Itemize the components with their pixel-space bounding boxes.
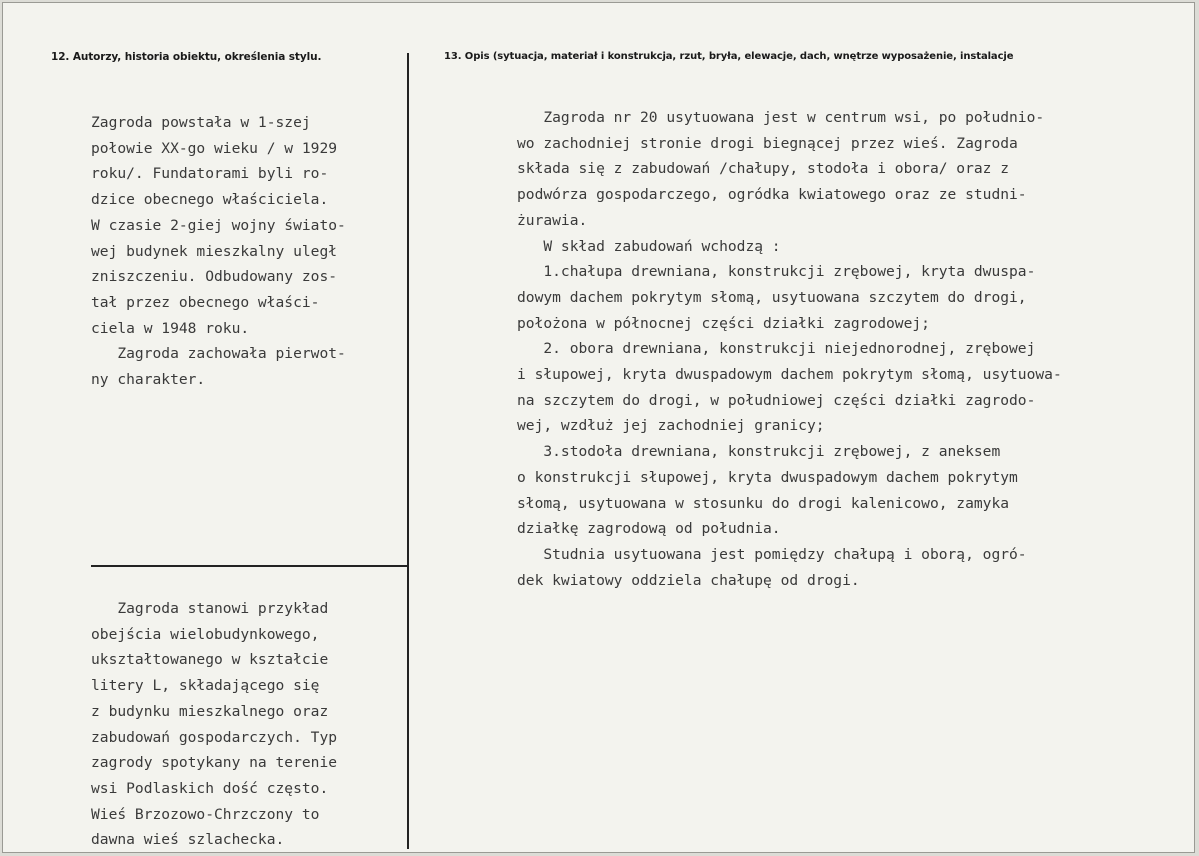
section-12-history-text: Zagroda powstała w 1-szej połowie XX-go wieku / w 1929 roku/. Fundatorami byli ro- dzice obecnego właściciela. W czasie 2-giej wojny świato- wej budynek mieszkalny uległ zniszczeniu. Odbudowany zos- tał przez obecnego właści- ciela w 1948 roku. Zagroda zachowała pierwot- ny charakter.	[91, 114, 346, 389]
section-12-divider	[91, 565, 407, 567]
section-13-heading: 13. Opis (sytuacja, materiał i konstrukcja, rzut, bryła, elewacje, dach, wnętrze wyposażenie, instalacje	[444, 51, 1014, 62]
section-12-summary-text: Zagroda stanowi przykład obejścia wielobudynkowego, ukształtowanego w kształcie litery L, składającego się z budynku mieszkalnego oraz zabudowań gospodarczych. Typ zagrody spotykany na terenie wsi Podlaskich dość często. Wieś Brzozowo-Chrzczony to dawna wieś szlachecka.	[91, 600, 338, 849]
section-13-description-text: Zagroda nr 20 usytuowana jest w centrum wsi, po południo- wo zachodniej stronie drogi biegnącej przez wieś. Zagroda składa się z zabudowań /chałupy, stodoła i obora/ oraz z podwórza gospodarczego, ogródka kwiatowego oraz ze studni- żurawia. W skład zabudowań wchodzą : 1.chałupa drewniana, konstrukcji zrębowej, kryta dwuspa- dowym dachem pokrytym słomą, usytuowana szczytem do drogi, położona w północnej części działki zagrodowej; 2. obora drewniana, konstrukcji niejednorodnej, zrębowej i słupowej, kryta dwuspadowym dachem pokrytym słomą, usytuowa- na szczytem do drogi, w południowej części działki zagrodo- wej, wzdłuż jej zachodniej granicy; 3.stodoła drewniana, konstrukcji zrębowej, z aneksem o konstrukcji słupowej, kryta dwuspadowym dachem pokrytym słomą, usytuowana w stosunku do drogi kalenicowo, zamyka działkę zagrodową od południa. Studnia usytuowana jest pomiędzy chałupą i oborą, ogró- dek kwiatowy oddziela chałupę od drogi.	[517, 109, 1062, 589]
document-card	[2, 2, 1195, 853]
column-divider	[407, 53, 409, 849]
section-12-heading: 12. Autorzy, historia obiektu, określenia stylu.	[51, 51, 322, 63]
